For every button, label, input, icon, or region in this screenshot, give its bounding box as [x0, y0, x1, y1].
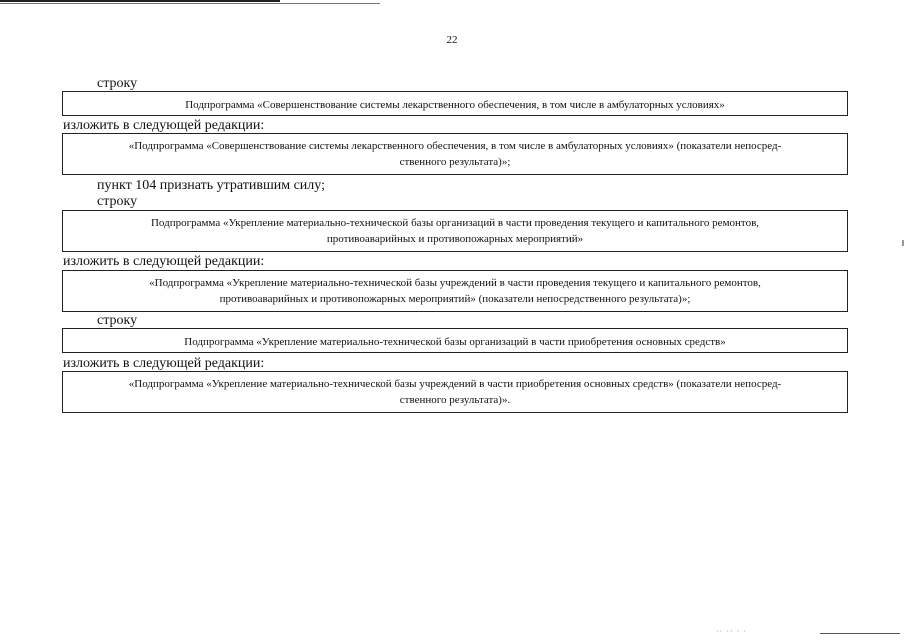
instruction-line: изложить в следующей редакции: — [63, 356, 265, 371]
instruction-line: строку — [97, 76, 138, 91]
box-text-line: «Подпрограмма «Укрепление материально-технической базы учреждений в части проведения текущего и капитального ремонтов, — [149, 277, 761, 289]
box-text-line: противоаварийных и противопожарных мероприятий» (показатели непосредственного результата)»; — [219, 293, 691, 305]
amendment-box-revised — [62, 371, 848, 413]
amendment-box-revised — [62, 133, 848, 175]
amendment-box-revised — [62, 270, 848, 312]
amendment-box-original — [62, 328, 848, 353]
box-text-line: Подпрограмма «Укрепление материально-технической базы организаций в части приобретения основных средств» — [184, 336, 726, 348]
box-text-line: Подпрограмма «Совершенствование системы лекарственного обеспечения, в том числе в амбулаторных условиях» — [185, 99, 725, 111]
box-text-line: ственного результата)»; — [399, 156, 511, 168]
amendment-box-original — [62, 91, 848, 116]
amendment-box-original — [62, 210, 848, 252]
instruction-line: строку — [97, 194, 138, 209]
scan-artifact-line — [820, 633, 900, 634]
scan-artifact-line — [0, 3, 380, 4]
box-text-line: «Подпрограмма «Совершенствование системы лекарственного обеспечения, в том числе в амбулаторных условиях» (показатели непосред- — [128, 140, 782, 152]
instruction-line: пункт 104 признать утратившим силу; — [97, 178, 325, 193]
box-text-line: «Подпрограмма «Укрепление материально-технической базы учреждений в части приобретения основных средств» (показатели непосред- — [128, 378, 782, 390]
box-text-line: противоаварийных и противопожарных мероприятий» — [326, 233, 584, 245]
box-text-line: Подпрограмма «Укрепление материально-технической базы организаций в части проведения текущего и капитального ремонтов, — [150, 217, 760, 229]
instruction-line: изложить в следующей редакции: — [63, 254, 265, 269]
instruction-line: строку — [97, 313, 138, 328]
box-text-line: ственного результата)». — [399, 394, 511, 406]
page-number: 22 — [446, 34, 458, 46]
scan-artifact-line — [0, 0, 280, 2]
instruction-line: изложить в следующей редакции: — [63, 118, 265, 133]
scan-artifact-dots: ·· ·· · · — [716, 627, 747, 636]
scan-artifact-mark — [902, 240, 904, 246]
